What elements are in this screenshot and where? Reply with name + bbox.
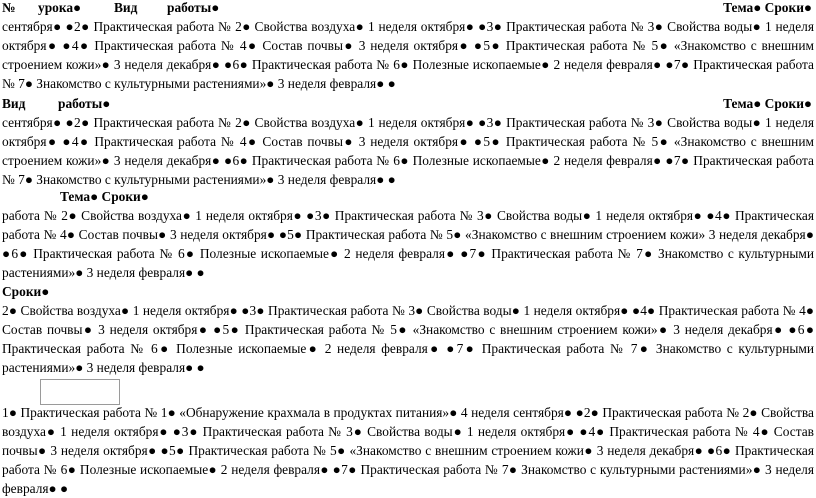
schedule-block-3 — [2, 187, 814, 282]
header-number: № — [2, 0, 16, 15]
schedule-text: 1● Практическая работа № 1● «Обнаружение крахмала в продуктах питания»● 4 неделя сентября● ●2● Практическая работа № 2● Свойства воздуха● 1 неделя октября● ●3● Практическая работа № 3● Свойства воды● 1 неделя октября● ●4● Практическая работа № 4● Состав почвы● 3 неделя октября● ●5● Практическая работа № 5● «Знакомство с внешним строением кожи● 3 неделя декабря● ●6● Практическая работа № 6● Полезные ископаемые● 2 неделя февраля● ●7● Практическая работа № 7● Знакомство с культурными растениями»● 3 неделя февраля● ● — [2, 405, 814, 496]
header-work: работы● — [167, 0, 220, 15]
schedule-block-4 — [2, 282, 814, 377]
header-work: работы● — [58, 96, 111, 111]
header-lesson: урока● — [38, 0, 82, 15]
schedule-block-1 — [2, 0, 814, 93]
header-row — [2, 94, 814, 113]
header-dates: Сроки● — [2, 284, 50, 299]
empty-frame — [40, 379, 120, 405]
header-topic-dates: Тема● Сроки● — [723, 96, 812, 111]
header-row — [2, 187, 814, 206]
schedule-block-2 — [2, 94, 814, 189]
schedule-text: сентября● ●2● Практическая работа № 2● Свойства воздуха● 1 неделя октября● ●3● Практическая работа № 3● Свойства воды● 1 неделя октября● ●4● Практическая работа № 4● Состав почвы● 3 неделя октября● ●5● Практическая работа № 5● «Знакомство с внешним строением кожи»● 3 неделя декабря● ●6● Практическая работа № 6● Полезные ископаемые● 2 неделя февраля● ●7● Практическая работа № 7● Знакомство с культурными растениями»● 3 неделя февраля● ● — [2, 19, 814, 91]
header-kind: Вид — [114, 0, 138, 15]
schedule-text: работа № 2● Свойства воздуха● 1 неделя октября● ●3● Практическая работа № 3● Свойства воды● 1 неделя октября● ●4● Практическая работа № 4● Состав почвы● 3 неделя октября● ●5● Практическая работа № 5● «Знакомство с внешним строением кожи» 3 неделя декабря● ●6● Практическая работа № 6● Полезные ископаемые● 2 неделя февраля● ●7● Практическая работа № 7● Знакомство с культурными растениями»● 3 неделя февраля● ● — [2, 208, 814, 280]
schedule-text: сентября● ●2● Практическая работа № 2● Свойства воздуха● 1 неделя октября● ●3● Практическая работа № 3● Свойства воды● 1 неделя октября● ●4● Практическая работа № 4● Состав почвы● 3 неделя октября● ●5● Практическая работа № 5● «Знакомство с внешним строением кожи»● 3 неделя декабря● ●6● Практическая работа № 6● Полезные ископаемые● 2 неделя февраля● ●7● Практическая работа № 7● Знакомство с культурными растениями»● 3 неделя февраля● ● — [2, 115, 814, 187]
schedule-text: 2● Свойства воздуха● 1 неделя октября● ●3● Практическая работа № 3● Свойства воды● 1 неделя октября● ●4● Практическая работа № 4● Состав почвы● 3 неделя октября● ●5● Практическая работа № 5● «Знакомство с внешним строением кожи»● 3 неделя декабря● ●6● Практическая работа № 6● Полезные ископаемые● 2 неделя февраля● ●7● Практическая работа № 7● Знакомство с культурными растениями»● 3 неделя февраля● ● — [2, 303, 814, 375]
header-topic-dates: Тема● Сроки● — [60, 189, 149, 204]
schedule-block-5 — [2, 403, 814, 498]
header-row — [2, 0, 814, 17]
header-kind: Вид — [2, 96, 26, 111]
header-row — [2, 282, 814, 301]
header-topic-dates: Тема● Сроки● — [723, 0, 812, 15]
